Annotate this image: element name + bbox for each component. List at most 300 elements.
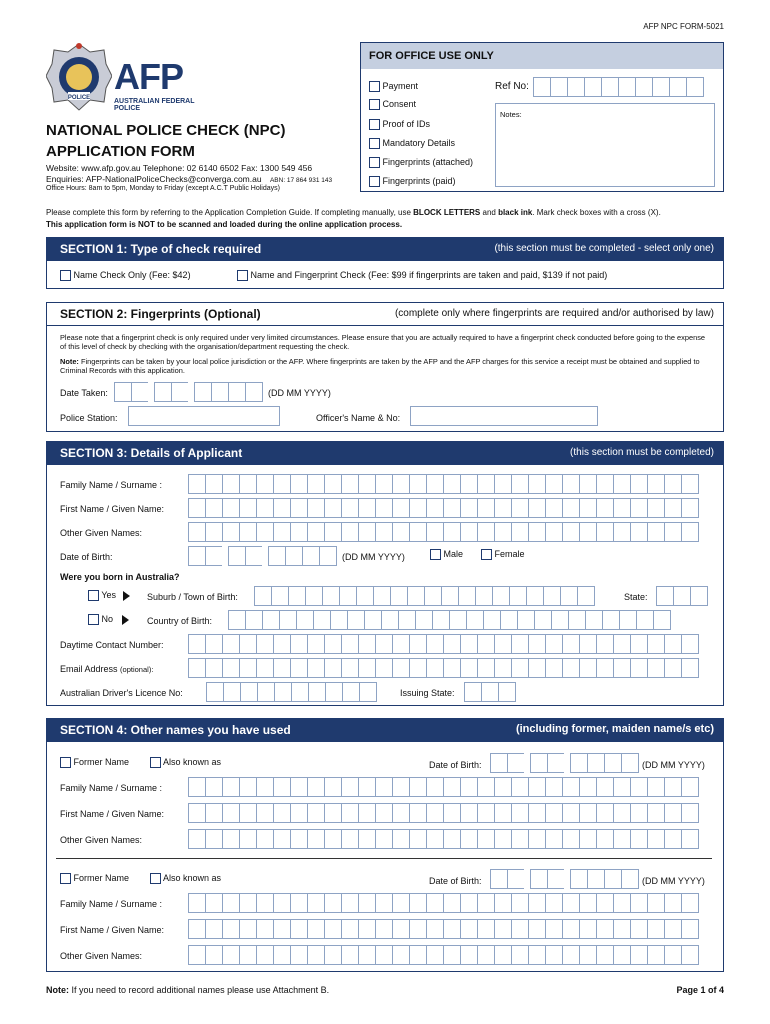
character-cell[interactable] <box>449 610 467 630</box>
character-cell[interactable] <box>664 893 682 913</box>
character-cell[interactable] <box>341 829 359 849</box>
character-cell[interactable] <box>653 610 671 630</box>
character-cell[interactable] <box>630 498 648 518</box>
character-cell[interactable] <box>290 803 308 823</box>
character-cell[interactable] <box>313 610 331 630</box>
character-cell[interactable] <box>426 474 444 494</box>
character-cell[interactable] <box>562 658 580 678</box>
character-cell[interactable] <box>409 658 427 678</box>
character-cell[interactable] <box>528 658 546 678</box>
character-cell[interactable] <box>458 586 476 606</box>
character-cell[interactable] <box>443 522 461 542</box>
character-cell[interactable] <box>681 498 699 518</box>
character-cell[interactable] <box>443 829 461 849</box>
character-cell[interactable] <box>273 945 291 965</box>
character-cell[interactable] <box>647 634 665 654</box>
character-cell[interactable] <box>560 586 578 606</box>
section1-option-fingerprint-check[interactable] <box>237 270 607 281</box>
character-cell[interactable] <box>375 474 393 494</box>
character-cell[interactable] <box>621 869 639 889</box>
character-cell[interactable] <box>171 382 189 402</box>
character-cell[interactable] <box>288 586 306 606</box>
character-cell[interactable] <box>466 610 484 630</box>
office-proof-checkbox[interactable] <box>369 119 380 130</box>
licence-grid[interactable] <box>206 682 376 702</box>
character-cell[interactable] <box>511 634 529 654</box>
character-cell[interactable] <box>562 803 580 823</box>
character-cell[interactable] <box>647 829 665 849</box>
character-cell[interactable] <box>475 586 493 606</box>
aka-checkbox[interactable] <box>150 873 161 884</box>
character-cell[interactable] <box>613 945 631 965</box>
character-cell[interactable] <box>579 658 597 678</box>
female-option[interactable] <box>481 549 525 560</box>
character-cell[interactable] <box>211 382 229 402</box>
character-cell[interactable] <box>636 610 654 630</box>
character-cell[interactable] <box>550 77 568 97</box>
character-cell[interactable] <box>290 893 308 913</box>
character-cell[interactable] <box>664 803 682 823</box>
character-cell[interactable] <box>239 893 257 913</box>
character-cell[interactable] <box>359 682 377 702</box>
character-cell[interactable] <box>205 893 223 913</box>
character-cell[interactable] <box>341 522 359 542</box>
character-cell[interactable] <box>341 777 359 797</box>
character-cell[interactable] <box>222 829 240 849</box>
character-cell[interactable] <box>630 658 648 678</box>
character-cell[interactable] <box>511 893 529 913</box>
character-cell[interactable] <box>460 522 478 542</box>
character-cell[interactable] <box>443 893 461 913</box>
character-cell[interactable] <box>647 777 665 797</box>
character-cell[interactable] <box>256 777 274 797</box>
character-cell[interactable] <box>494 474 512 494</box>
other-given-names-grid-1[interactable] <box>188 829 698 849</box>
character-cell[interactable] <box>392 498 410 518</box>
character-cell[interactable] <box>305 586 323 606</box>
character-cell[interactable] <box>392 474 410 494</box>
character-cell[interactable] <box>307 777 325 797</box>
character-cell[interactable] <box>545 522 563 542</box>
character-cell[interactable] <box>222 777 240 797</box>
character-cell[interactable] <box>584 77 602 97</box>
character-cell[interactable] <box>511 777 529 797</box>
office-mandatory-checkbox[interactable] <box>369 138 380 149</box>
character-cell[interactable] <box>426 803 444 823</box>
character-cell[interactable] <box>528 829 546 849</box>
character-cell[interactable] <box>443 777 461 797</box>
character-cell[interactable] <box>681 474 699 494</box>
character-cell[interactable] <box>188 777 206 797</box>
character-cell[interactable] <box>494 658 512 678</box>
character-cell[interactable] <box>545 893 563 913</box>
office-item-fp-attached[interactable] <box>369 157 473 168</box>
character-cell[interactable] <box>509 586 527 606</box>
character-cell[interactable] <box>392 829 410 849</box>
character-cell[interactable] <box>494 893 512 913</box>
character-cell[interactable] <box>254 586 272 606</box>
character-cell[interactable] <box>664 634 682 654</box>
character-cell[interactable] <box>630 803 648 823</box>
character-cell[interactable] <box>409 777 427 797</box>
character-cell[interactable] <box>131 382 149 402</box>
character-cell[interactable] <box>596 945 614 965</box>
character-cell[interactable] <box>511 498 529 518</box>
character-cell[interactable] <box>490 753 508 773</box>
character-cell[interactable] <box>290 474 308 494</box>
character-cell[interactable] <box>426 893 444 913</box>
character-cell[interactable] <box>601 77 619 97</box>
character-cell[interactable] <box>647 893 665 913</box>
character-cell[interactable] <box>545 919 563 939</box>
character-cell[interactable] <box>358 945 376 965</box>
character-cell[interactable] <box>460 498 478 518</box>
character-cell[interactable] <box>205 474 223 494</box>
character-cell[interactable] <box>375 522 393 542</box>
ref-no-grid[interactable] <box>533 77 703 97</box>
character-cell[interactable] <box>545 777 563 797</box>
character-cell[interactable] <box>228 610 246 630</box>
character-cell[interactable] <box>613 829 631 849</box>
character-cell[interactable] <box>222 945 240 965</box>
character-cell[interactable] <box>579 893 597 913</box>
character-cell[interactable] <box>477 634 495 654</box>
character-cell[interactable] <box>630 829 648 849</box>
character-cell[interactable] <box>547 869 565 889</box>
character-cell[interactable] <box>273 634 291 654</box>
character-cell[interactable] <box>358 777 376 797</box>
character-cell[interactable] <box>273 498 291 518</box>
character-cell[interactable] <box>273 803 291 823</box>
character-cell[interactable] <box>375 634 393 654</box>
character-cell[interactable] <box>579 945 597 965</box>
character-cell[interactable] <box>239 919 257 939</box>
character-cell[interactable] <box>494 919 512 939</box>
character-cell[interactable] <box>324 522 342 542</box>
character-cell[interactable] <box>543 586 561 606</box>
character-cell[interactable] <box>392 634 410 654</box>
character-cell[interactable] <box>239 634 257 654</box>
character-cell[interactable] <box>291 682 309 702</box>
character-cell[interactable] <box>647 945 665 965</box>
character-cell[interactable] <box>673 586 691 606</box>
character-cell[interactable] <box>500 610 518 630</box>
character-cell[interactable] <box>256 919 274 939</box>
character-cell[interactable] <box>256 658 274 678</box>
character-cell[interactable] <box>256 893 274 913</box>
notes-field[interactable] <box>495 103 715 187</box>
character-cell[interactable] <box>681 829 699 849</box>
character-cell[interactable] <box>577 586 595 606</box>
character-cell[interactable] <box>358 498 376 518</box>
character-cell[interactable] <box>341 919 359 939</box>
character-cell[interactable] <box>409 474 427 494</box>
character-cell[interactable] <box>188 546 206 566</box>
character-cell[interactable] <box>341 803 359 823</box>
character-cell[interactable] <box>426 634 444 654</box>
character-cell[interactable] <box>392 919 410 939</box>
character-cell[interactable] <box>613 803 631 823</box>
character-cell[interactable] <box>477 522 495 542</box>
character-cell[interactable] <box>324 945 342 965</box>
character-cell[interactable] <box>273 474 291 494</box>
character-cell[interactable] <box>587 753 605 773</box>
character-cell[interactable] <box>239 658 257 678</box>
character-cell[interactable] <box>664 658 682 678</box>
character-cell[interactable] <box>342 682 360 702</box>
character-cell[interactable] <box>330 610 348 630</box>
character-cell[interactable] <box>245 546 263 566</box>
character-cell[interactable] <box>545 634 563 654</box>
character-cell[interactable] <box>407 586 425 606</box>
character-cell[interactable] <box>528 634 546 654</box>
character-cell[interactable] <box>273 829 291 849</box>
character-cell[interactable] <box>528 474 546 494</box>
character-cell[interactable] <box>511 474 529 494</box>
character-cell[interactable] <box>528 777 546 797</box>
character-cell[interactable] <box>432 610 450 630</box>
character-cell[interactable] <box>477 893 495 913</box>
character-cell[interactable] <box>188 829 206 849</box>
character-cell[interactable] <box>290 498 308 518</box>
character-cell[interactable] <box>570 753 588 773</box>
character-cell[interactable] <box>443 498 461 518</box>
character-cell[interactable] <box>239 777 257 797</box>
office-consent-checkbox[interactable] <box>369 99 380 110</box>
character-cell[interactable] <box>619 610 637 630</box>
character-cell[interactable] <box>358 829 376 849</box>
police-station-input[interactable] <box>128 406 280 426</box>
character-cell[interactable] <box>307 945 325 965</box>
character-cell[interactable] <box>647 658 665 678</box>
character-cell[interactable] <box>222 474 240 494</box>
character-cell[interactable] <box>528 945 546 965</box>
character-cell[interactable] <box>477 945 495 965</box>
character-cell[interactable] <box>477 919 495 939</box>
character-cell[interactable] <box>409 498 427 518</box>
character-cell[interactable] <box>441 586 459 606</box>
character-cell[interactable] <box>324 474 342 494</box>
character-cell[interactable] <box>494 803 512 823</box>
character-cell[interactable] <box>579 803 597 823</box>
character-cell[interactable] <box>358 634 376 654</box>
name-check-checkbox[interactable] <box>60 270 71 281</box>
character-cell[interactable] <box>392 522 410 542</box>
character-cell[interactable] <box>585 610 603 630</box>
character-cell[interactable] <box>579 919 597 939</box>
character-cell[interactable] <box>398 610 416 630</box>
character-cell[interactable] <box>545 658 563 678</box>
character-cell[interactable] <box>409 893 427 913</box>
character-cell[interactable] <box>205 498 223 518</box>
character-cell[interactable] <box>664 498 682 518</box>
character-cell[interactable] <box>579 777 597 797</box>
character-cell[interactable] <box>256 522 274 542</box>
character-cell[interactable] <box>392 945 410 965</box>
issuing-state-grid[interactable] <box>464 682 515 702</box>
character-cell[interactable] <box>494 634 512 654</box>
character-cell[interactable] <box>568 610 586 630</box>
character-cell[interactable] <box>375 777 393 797</box>
former-name-option-2[interactable] <box>60 873 129 884</box>
character-cell[interactable] <box>358 919 376 939</box>
character-cell[interactable] <box>239 829 257 849</box>
character-cell[interactable] <box>460 919 478 939</box>
character-cell[interactable] <box>604 753 622 773</box>
aka-option-1[interactable] <box>150 757 221 768</box>
character-cell[interactable] <box>517 610 535 630</box>
email-grid[interactable] <box>188 658 698 678</box>
character-cell[interactable] <box>579 522 597 542</box>
male-option[interactable] <box>430 549 463 560</box>
character-cell[interactable] <box>528 893 546 913</box>
character-cell[interactable] <box>222 919 240 939</box>
character-cell[interactable] <box>630 945 648 965</box>
character-cell[interactable] <box>302 546 320 566</box>
character-cell[interactable] <box>222 803 240 823</box>
character-cell[interactable] <box>375 803 393 823</box>
character-cell[interactable] <box>290 829 308 849</box>
character-cell[interactable] <box>256 634 274 654</box>
date-taken-grid[interactable] <box>114 382 262 402</box>
character-cell[interactable] <box>426 945 444 965</box>
character-cell[interactable] <box>341 498 359 518</box>
character-cell[interactable] <box>613 893 631 913</box>
character-cell[interactable] <box>290 919 308 939</box>
character-cell[interactable] <box>240 682 258 702</box>
character-cell[interactable] <box>409 829 427 849</box>
character-cell[interactable] <box>511 945 529 965</box>
office-item-payment[interactable] <box>369 81 418 92</box>
character-cell[interactable] <box>664 522 682 542</box>
character-cell[interactable] <box>664 945 682 965</box>
fingerprint-check-checkbox[interactable] <box>237 270 248 281</box>
character-cell[interactable] <box>424 586 442 606</box>
character-cell[interactable] <box>339 586 357 606</box>
character-cell[interactable] <box>596 474 614 494</box>
character-cell[interactable] <box>188 634 206 654</box>
character-cell[interactable] <box>656 586 674 606</box>
character-cell[interactable] <box>460 634 478 654</box>
character-cell[interactable] <box>426 829 444 849</box>
character-cell[interactable] <box>307 803 325 823</box>
former-name-option-1[interactable] <box>60 757 129 768</box>
character-cell[interactable] <box>222 498 240 518</box>
character-cell[interactable] <box>681 803 699 823</box>
character-cell[interactable] <box>477 803 495 823</box>
character-cell[interactable] <box>273 658 291 678</box>
born-no-option[interactable] <box>88 614 129 625</box>
other-names-grid[interactable] <box>188 522 698 542</box>
character-cell[interactable] <box>188 919 206 939</box>
character-cell[interactable] <box>205 522 223 542</box>
character-cell[interactable] <box>392 803 410 823</box>
character-cell[interactable] <box>188 893 206 913</box>
character-cell[interactable] <box>562 634 580 654</box>
character-cell[interactable] <box>652 77 670 97</box>
character-cell[interactable] <box>356 586 374 606</box>
character-cell[interactable] <box>681 777 699 797</box>
character-cell[interactable] <box>596 803 614 823</box>
character-cell[interactable] <box>460 945 478 965</box>
character-cell[interactable] <box>188 658 206 678</box>
character-cell[interactable] <box>528 919 546 939</box>
character-cell[interactable] <box>307 522 325 542</box>
character-cell[interactable] <box>341 474 359 494</box>
character-cell[interactable] <box>307 829 325 849</box>
character-cell[interactable] <box>324 803 342 823</box>
character-cell[interactable] <box>274 682 292 702</box>
officer-input[interactable] <box>410 406 598 426</box>
character-cell[interactable] <box>409 803 427 823</box>
character-cell[interactable] <box>621 753 639 773</box>
character-cell[interactable] <box>613 777 631 797</box>
character-cell[interactable] <box>579 829 597 849</box>
character-cell[interactable] <box>256 945 274 965</box>
character-cell[interactable] <box>570 869 588 889</box>
country-grid[interactable] <box>228 610 670 630</box>
character-cell[interactable] <box>460 474 478 494</box>
office-item-proof[interactable] <box>369 119 430 130</box>
character-cell[interactable] <box>596 919 614 939</box>
character-cell[interactable] <box>194 382 212 402</box>
character-cell[interactable] <box>222 522 240 542</box>
character-cell[interactable] <box>279 610 297 630</box>
character-cell[interactable] <box>324 634 342 654</box>
family-name-grid[interactable] <box>188 474 698 494</box>
office-item-consent[interactable] <box>369 99 416 110</box>
character-cell[interactable] <box>533 77 551 97</box>
character-cell[interactable] <box>409 634 427 654</box>
character-cell[interactable] <box>545 803 563 823</box>
former-name-checkbox[interactable] <box>60 757 71 768</box>
character-cell[interactable] <box>228 546 246 566</box>
character-cell[interactable] <box>647 522 665 542</box>
character-cell[interactable] <box>290 777 308 797</box>
character-cell[interactable] <box>494 829 512 849</box>
character-cell[interactable] <box>490 869 508 889</box>
character-cell[interactable] <box>307 634 325 654</box>
character-cell[interactable] <box>507 869 525 889</box>
character-cell[interactable] <box>290 634 308 654</box>
character-cell[interactable] <box>481 682 499 702</box>
character-cell[interactable] <box>562 777 580 797</box>
character-cell[interactable] <box>290 945 308 965</box>
character-cell[interactable] <box>579 498 597 518</box>
character-cell[interactable] <box>613 634 631 654</box>
character-cell[interactable] <box>222 893 240 913</box>
character-cell[interactable] <box>341 945 359 965</box>
character-cell[interactable] <box>409 522 427 542</box>
character-cell[interactable] <box>322 586 340 606</box>
character-cell[interactable] <box>154 382 172 402</box>
character-cell[interactable] <box>222 658 240 678</box>
character-cell[interactable] <box>460 829 478 849</box>
character-cell[interactable] <box>460 777 478 797</box>
character-cell[interactable] <box>426 522 444 542</box>
character-cell[interactable] <box>596 634 614 654</box>
character-cell[interactable] <box>690 586 708 606</box>
character-cell[interactable] <box>604 869 622 889</box>
character-cell[interactable] <box>443 919 461 939</box>
character-cell[interactable] <box>341 893 359 913</box>
character-cell[interactable] <box>239 474 257 494</box>
character-cell[interactable] <box>426 498 444 518</box>
character-cell[interactable] <box>426 777 444 797</box>
character-cell[interactable] <box>409 945 427 965</box>
character-cell[interactable] <box>205 919 223 939</box>
character-cell[interactable] <box>205 803 223 823</box>
